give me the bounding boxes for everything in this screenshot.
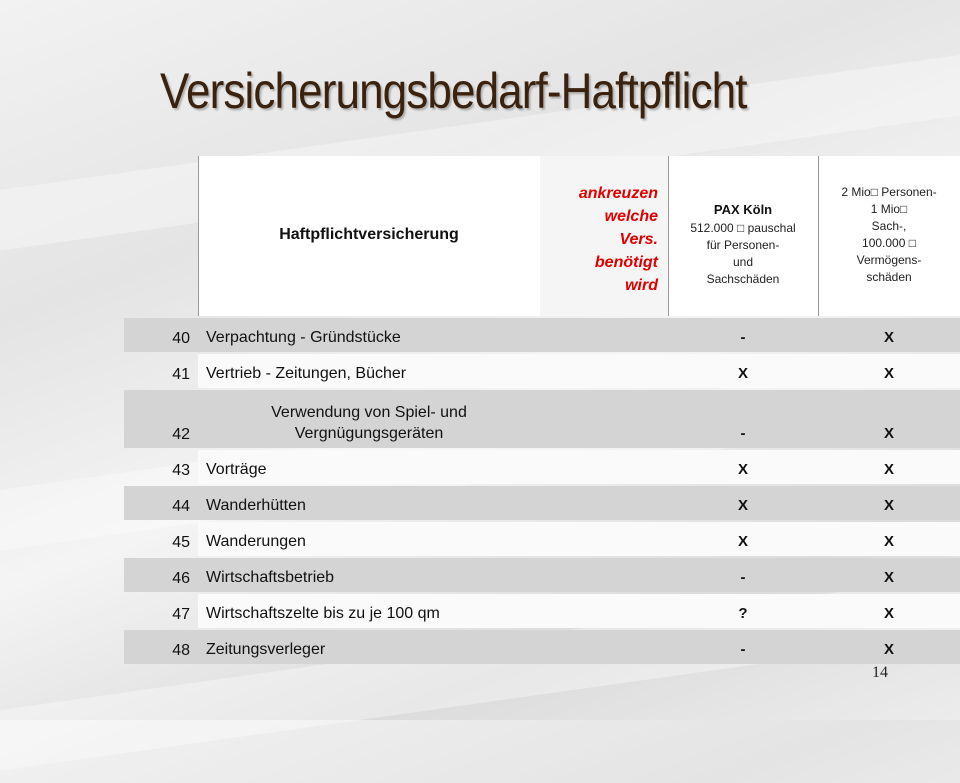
slide-title: Versicherungsbedarf-Haftpflicht xyxy=(160,63,747,119)
pax-mark: ? xyxy=(738,605,748,622)
mio-mark: X xyxy=(883,497,894,514)
header-haftpflicht: Haftpflichtversicherung xyxy=(279,226,459,243)
table-row xyxy=(124,630,960,664)
row-number: 46 xyxy=(172,570,190,587)
insurance-table xyxy=(124,156,960,666)
pax-mark: X xyxy=(737,497,748,514)
table-row xyxy=(124,486,960,520)
mio-mark: X xyxy=(883,569,894,586)
checkbox-cell[interactable] xyxy=(540,390,668,448)
mio-mark: X xyxy=(883,461,894,478)
row-description: Wirtschaftsbetrieb xyxy=(206,569,335,586)
checkbox-cell[interactable] xyxy=(540,522,668,556)
table-row xyxy=(124,354,960,388)
column-divider xyxy=(668,156,669,316)
header-mio: 2 Mio□ Personen- 1 Mio□ Sach-, 100.000 □ Vermögens- schäden xyxy=(841,185,937,284)
checkbox-cell[interactable] xyxy=(540,558,668,592)
checkbox-cell[interactable] xyxy=(540,354,668,388)
row-description: Wirtschaftszelte bis zu je 100 qm xyxy=(206,605,440,622)
table-row xyxy=(124,594,960,628)
checkbox-cell[interactable] xyxy=(540,486,668,520)
mio-mark: X xyxy=(883,329,894,346)
row-number: 40 xyxy=(172,330,190,347)
pax-mark: X xyxy=(737,533,748,550)
table-row xyxy=(124,522,960,556)
row-number: 43 xyxy=(172,462,190,479)
checkbox-cell[interactable] xyxy=(540,450,668,484)
row-number: 45 xyxy=(172,534,190,551)
header-ankreuzen: ankreuzen welche Vers. benötigt wird xyxy=(578,185,658,294)
checkbox-cell[interactable] xyxy=(540,630,668,664)
pax-mark: - xyxy=(740,641,746,658)
mio-mark: X xyxy=(883,605,894,622)
checkbox-cell[interactable] xyxy=(540,318,668,352)
header-pax-detail: 512.000 □ pauschal für Personen- und Sachschäden xyxy=(690,221,796,286)
row-description: Verwendung von Spiel- und Vergnügungsgeräten xyxy=(271,404,467,442)
pax-mark: - xyxy=(740,425,746,442)
mio-mark: X xyxy=(883,425,894,442)
table-row xyxy=(124,318,960,352)
row-description: Zeitungsverleger xyxy=(206,641,326,658)
mio-mark: X xyxy=(883,641,894,658)
checkbox-cell[interactable] xyxy=(540,594,668,628)
row-description: Wanderungen xyxy=(206,533,306,550)
row-description: Verpachtung - Gründstücke xyxy=(206,329,401,346)
row-number: 44 xyxy=(172,498,190,515)
row-description: Vorträge xyxy=(206,461,267,478)
mio-mark: X xyxy=(883,365,894,382)
mio-mark: X xyxy=(883,533,894,550)
row-description: Vertrieb - Zeitungen, Bücher xyxy=(206,365,407,382)
table-row xyxy=(124,558,960,592)
row-description: Wanderhütten xyxy=(206,497,306,514)
pax-mark: - xyxy=(740,329,746,346)
pax-mark: X xyxy=(737,365,748,382)
row-number: 48 xyxy=(172,642,190,659)
header-pax-title: PAX Köln xyxy=(713,202,773,217)
table-row xyxy=(124,390,960,448)
table-row xyxy=(124,450,960,484)
pax-mark: - xyxy=(740,569,746,586)
row-number: 42 xyxy=(172,426,190,443)
row-number: 47 xyxy=(172,606,190,623)
row-number: 41 xyxy=(172,366,190,383)
pax-mark: X xyxy=(737,461,748,478)
page-number: 14 xyxy=(872,664,888,681)
